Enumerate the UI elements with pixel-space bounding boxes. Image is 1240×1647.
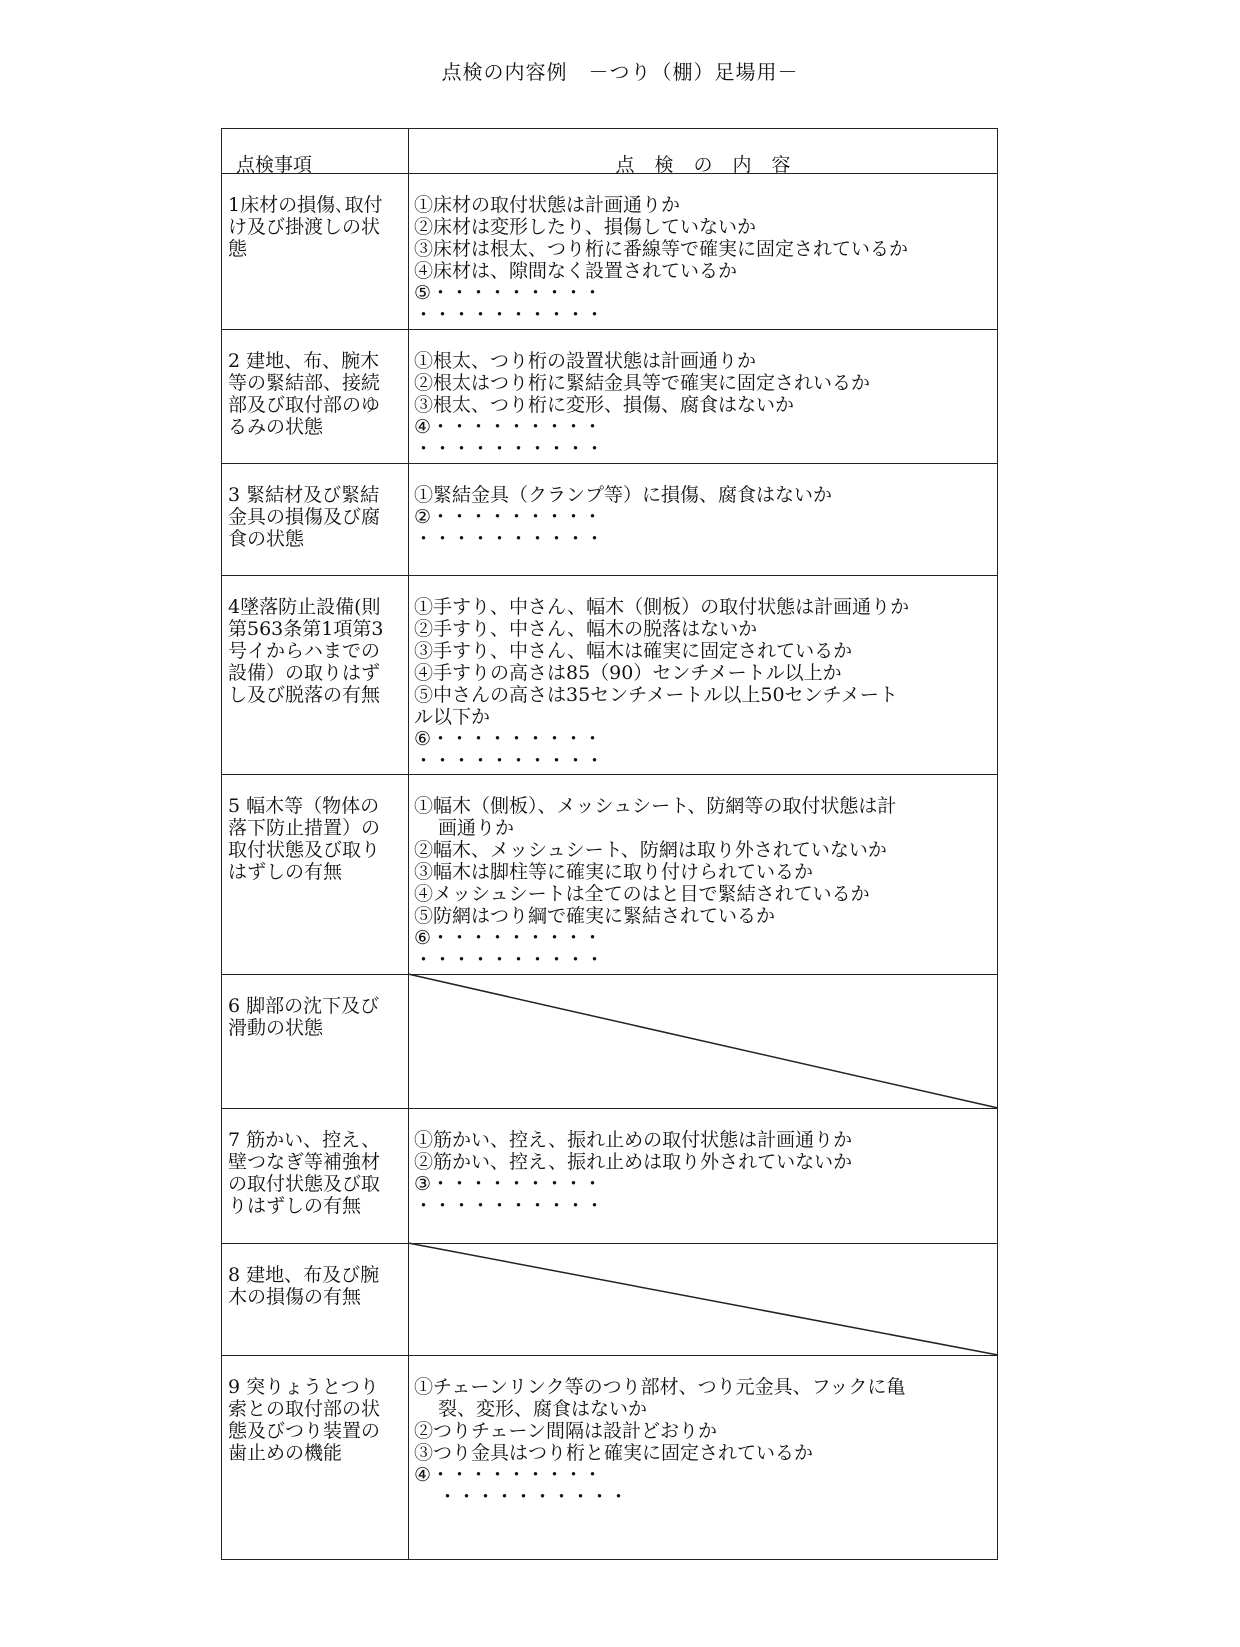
inspection-content-line: ④手すりの高さは85（90）センチメートル以上か — [414, 662, 842, 684]
inspection-item-cell — [228, 1264, 406, 1308]
inspection-content-line: ③床材は根太、つり桁に番線等で確実に固定されているか — [414, 238, 909, 260]
inspection-content-line: 画通りか — [438, 817, 515, 839]
inspection-item-line: 食の状態 — [228, 528, 305, 550]
header-char: 検 — [654, 154, 674, 176]
inspection-content-line: ・・・・・・・・・・ — [414, 949, 605, 971]
inspection-item-line: 金具の損傷及び腐 — [228, 506, 381, 528]
inspection-item-line: 索との取付部の状 — [228, 1398, 381, 1420]
inspection-content-line: ③・・・・・・・・・ — [414, 1173, 603, 1195]
inspection-item-line: 歯止めの機能 — [228, 1442, 343, 1464]
inspection-item-line: 設備）の取りはず — [228, 662, 381, 684]
header-char: 容 — [771, 154, 791, 176]
inspection-item-line: るみの状態 — [228, 416, 324, 438]
inspection-content-line: ④・・・・・・・・・ — [414, 416, 603, 438]
inspection-content-line: ①筋かい、控え、振れ止めの取付状態は計画通りか — [414, 1129, 853, 1151]
inspection-content-line: ①床材の取付状態は計画通りか — [414, 194, 681, 216]
inspection-content-line: ・・・・・・・・・・ — [414, 438, 605, 460]
inspection-content-line: ①緊結金具（クランプ等）に損傷、腐食はないか — [414, 484, 833, 506]
inspection-item-line: りはずしの有無 — [228, 1195, 362, 1217]
inspection-content-line: ・・・・・・・・・・ — [414, 528, 605, 550]
inspection-item-cell — [228, 995, 406, 1039]
inspection-item-cell — [228, 795, 406, 883]
inspection-item-line: 壁つなぎ等補強材 — [228, 1151, 381, 1173]
inspection-item-line: 滑動の状態 — [228, 1017, 324, 1039]
page-title: 点検の内容例 －つり（棚）足場用－ — [441, 60, 799, 84]
inspection-item-line: し及び脱落の有無 — [228, 684, 381, 706]
inspection-item-line: の取付状態及び取 — [228, 1173, 381, 1195]
inspection-item-line: 9 突りょうとつり — [228, 1376, 379, 1398]
inspection-item-line: はずしの有無 — [228, 861, 343, 883]
inspection-item-line: 木の損傷の有無 — [228, 1286, 362, 1308]
inspection-item-line: 7 筋かい、控え、 — [228, 1129, 381, 1151]
inspection-item-line: 2 建地、布、腕木 — [228, 350, 380, 372]
row-separator — [221, 463, 998, 464]
inspection-content-line: ②根太はつり桁に緊結金具等で確実に固定されいるか — [414, 372, 871, 394]
inspection-item-cell — [228, 1376, 406, 1464]
inspection-content-line: ②・・・・・・・・・ — [414, 506, 603, 528]
inspection-content-line: ⑥・・・・・・・・・ — [414, 927, 603, 949]
inspection-content-line: ・・・・・・・・・・ — [414, 1195, 605, 1217]
inspection-item-cell — [228, 350, 406, 438]
inspection-content-cell — [414, 194, 998, 326]
inspection-item-line: 5 幅木等（物体の — [228, 795, 380, 817]
inspection-item-line: 号イからハまでの — [228, 640, 381, 662]
inspection-item-line: 4墜落防止設備(則 — [228, 596, 381, 618]
inspection-content-line: ⑤防網はつり綱で確実に緊結されているか — [414, 905, 776, 927]
header-inspection-item: 点検事項 — [236, 154, 313, 176]
inspection-content-line: ④メッシュシートは全てのはと目で緊結されているか — [414, 883, 870, 905]
inspection-item-cell — [228, 484, 406, 550]
inspection-content-line: ②手すり、中さん、幅木の脱落はないか — [414, 618, 758, 640]
inspection-item-line: 取付状態及び取り — [228, 839, 381, 861]
inspection-item-line: 8 建地、布及び腕 — [228, 1264, 380, 1286]
inspection-item-line: 1床材の損傷､取付 — [228, 194, 383, 216]
inspection-item-line: 落下防止措置）の — [228, 817, 381, 839]
inspection-content-line: ・・・・・・・・・・ — [438, 1486, 629, 1508]
inspection-content-line: ③つり金具はつり桁と確実に固定されているか — [414, 1442, 814, 1464]
inspection-item-cell — [228, 596, 406, 706]
inspection-item-cell — [228, 194, 406, 260]
inspection-content-cell — [414, 795, 998, 971]
inspection-content-line: ②つりチェーン間隔は設計どおりか — [414, 1420, 718, 1442]
inspection-item-line: 態及びつり装置の — [228, 1420, 381, 1442]
inspection-item-line: 態 — [228, 238, 248, 260]
column-divider — [408, 128, 409, 1560]
inspection-content-line: ル以下か — [414, 706, 491, 728]
inspection-item-line: 6 脚部の沈下及び — [228, 995, 380, 1017]
inspection-content-line: ・・・・・・・・・・ — [414, 304, 605, 326]
inspection-content-line: ①チェーンリンク等のつり部材、つり元金具、フックに亀 — [414, 1376, 906, 1398]
inspection-content-cell — [414, 1376, 998, 1508]
inspection-content-line: ①手すり、中さん、幅木（側板）の取付状態は計画通りか — [414, 596, 910, 618]
row-separator — [221, 1243, 998, 1244]
inspection-content-line: ③根太、つり桁に変形、損傷、腐食はないか — [414, 394, 795, 416]
inspection-item-cell — [228, 1129, 406, 1217]
inspection-content-line: ③幅木は脚柱等に確実に取り付けられているか — [414, 861, 814, 883]
inspection-item-line: 部及び取付部のゆ — [228, 394, 381, 416]
inspection-content-line: ⑤・・・・・・・・・ — [414, 282, 603, 304]
header-char: 点 — [615, 154, 635, 176]
inspection-content-line: ③手すり、中さん、幅木は確実に固定されているか — [414, 640, 853, 662]
header-char: の — [693, 154, 713, 176]
row-separator — [221, 774, 998, 775]
row-separator — [221, 1355, 998, 1356]
inspection-content-line: 裂、変形、腐食はないか — [438, 1398, 648, 1420]
header-char: 内 — [732, 154, 752, 176]
inspection-item-line: け及び掛渡しの状 — [228, 216, 381, 238]
inspection-content-line: ①根太、つり桁の設置状態は計画通りか — [414, 350, 757, 372]
inspection-content-line: ・・・・・・・・・・ — [414, 750, 605, 772]
row-separator — [221, 974, 998, 975]
inspection-content-line: ⑤中さんの高さは35センチメートル以上50センチメート — [414, 684, 898, 706]
inspection-item-line: 第563条第1項第3 — [228, 618, 384, 640]
inspection-content-line: ④床材は、隙間なく設置されているか — [414, 260, 738, 282]
row-separator — [221, 1108, 998, 1109]
inspection-content-cell — [414, 350, 998, 460]
row-separator — [221, 575, 998, 576]
inspection-item-line: 3 緊結材及び緊結 — [228, 484, 380, 506]
inspection-content-line: ⑥・・・・・・・・・ — [414, 728, 603, 750]
inspection-content-line: ②床材は変形したり、損傷していないか — [414, 216, 757, 238]
row-separator — [221, 173, 998, 174]
inspection-content-line: ②筋かい、控え、振れ止めは取り外されていないか — [414, 1151, 853, 1173]
inspection-content-cell — [414, 484, 998, 550]
inspection-content-line: ①幅木（側板）、メッシュシート、防網等の取付状態は計 — [414, 795, 897, 817]
inspection-content-cell — [414, 596, 998, 772]
inspection-content-line: ④・・・・・・・・・ — [414, 1464, 603, 1486]
inspection-content-cell — [414, 1129, 998, 1217]
inspection-item-line: 等の緊結部、接続 — [228, 372, 381, 394]
row-separator — [221, 329, 998, 330]
inspection-content-line: ②幅木、メッシュシート、防網は取り外されていないか — [414, 839, 887, 861]
